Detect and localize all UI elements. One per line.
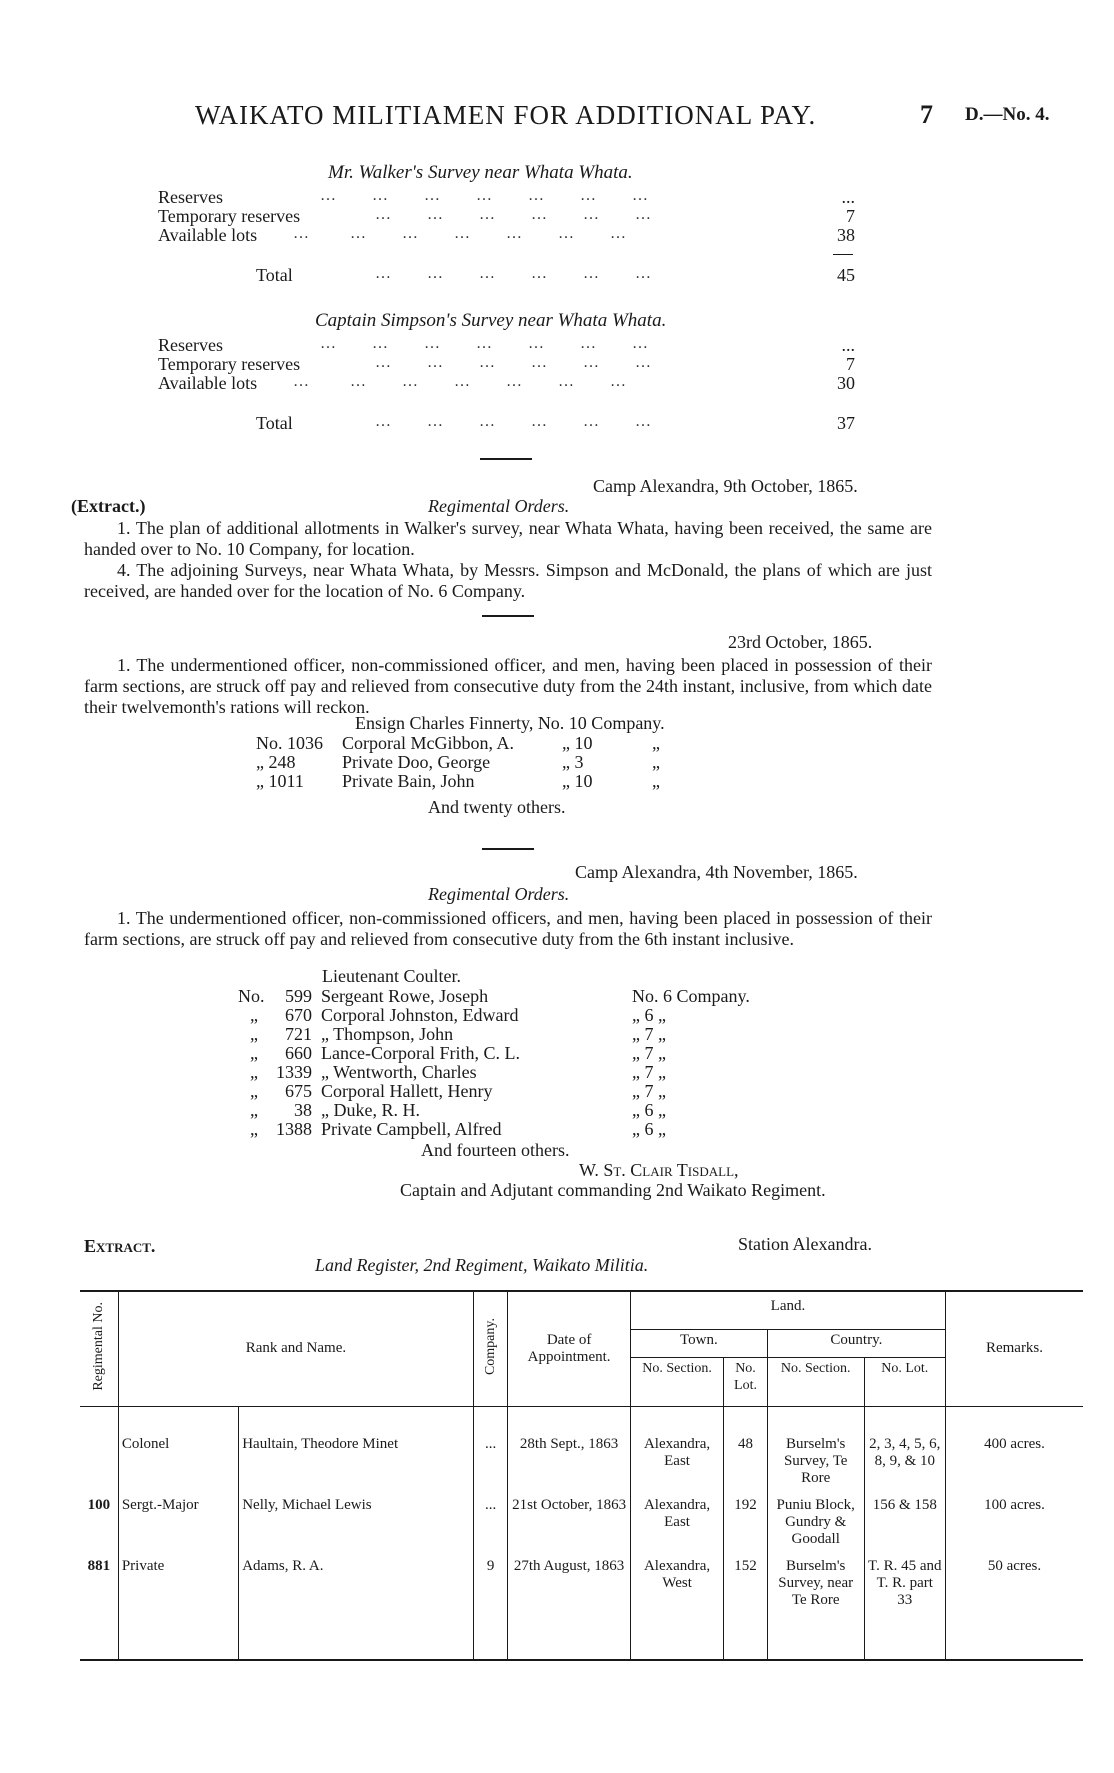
soldier-company: „ 10	[562, 771, 593, 791]
orders1-extract-label: (Extract.)	[71, 496, 146, 516]
orders2-others: And twenty others.	[428, 797, 566, 817]
simpson-row-label: Available lots	[158, 373, 258, 393]
leader-dots: … … … … … … …	[320, 187, 649, 204]
soldier-name: Sergeant Rowe, Joseph	[321, 986, 489, 1006]
walker-row-label: Available lots	[158, 225, 258, 245]
simpson-total-value: 37	[837, 413, 855, 433]
orders1-place-date: Camp Alexandra, 9th October, 1865.	[593, 476, 858, 496]
leader-dots: … … … … … … …	[320, 335, 649, 352]
walker-row-label: Temporary reserves	[158, 206, 301, 226]
cell-name: Adams, R. A.	[239, 1550, 474, 1660]
header-country-lot: No. Lot.	[864, 1357, 945, 1406]
ditto-mark: „	[250, 1005, 258, 1025]
cell-regimental-no: 881	[87, 1558, 111, 1575]
ditto-mark: „	[652, 771, 660, 791]
walker-total-value: 45	[837, 265, 855, 285]
table-row	[80, 1434, 1083, 1489]
cell-name: Nelly, Michael Lewis	[239, 1489, 474, 1550]
soldier-company: „ 10	[562, 733, 593, 753]
cell-town-lot: 48	[724, 1434, 768, 1489]
ditto-mark: „	[250, 1100, 258, 1120]
cell-country-section: Puniu Block, Gundry & Goodall	[767, 1489, 864, 1550]
soldier-name: Corporal McGibbon, A.	[342, 733, 514, 753]
header-country: Country.	[767, 1329, 945, 1357]
soldier-number: 599	[285, 986, 312, 1006]
soldier-name: Corporal Johnston, Edward	[321, 1005, 519, 1025]
orders2-officer: Ensign Charles Finnerty, No. 10 Company.	[355, 713, 665, 733]
ditto-mark: „	[250, 1119, 258, 1139]
page-number: 7	[920, 100, 933, 129]
walker-row-value: ...	[841, 187, 855, 207]
register-extract-label: Extract.	[84, 1236, 156, 1256]
cell-company: 9	[474, 1550, 508, 1660]
table-row	[80, 1489, 1083, 1550]
header-town: Town.	[630, 1329, 767, 1357]
header-land: Land.	[630, 1291, 945, 1329]
leader-dots: … … … … … …	[375, 265, 652, 282]
header-town-section: No. Section.	[630, 1357, 723, 1406]
simpson-row-label: Reserves	[158, 335, 223, 355]
simpson-row-value: ...	[841, 335, 855, 355]
orders1-title: Regimental Orders.	[428, 496, 570, 516]
soldier-name: Lance-Corporal Frith, C. L.	[321, 1043, 520, 1063]
simpson-row-value: 30	[837, 373, 855, 393]
orders3-paragraph-1: 1. The undermentioned officer, non-commissioned officers, and men, having been placed in possession of their farm sections, are struck off pay and relieved from consecutive duty from the 6th instant inclusive.	[84, 908, 932, 949]
cell-remarks: 100 acres.	[945, 1489, 1083, 1550]
soldier-number: No. 1036	[256, 733, 323, 753]
cell-date: 28th Sept., 1863	[508, 1434, 631, 1489]
cell-date: 21st October, 1863	[508, 1489, 631, 1550]
soldier-company: No. 6 Company.	[632, 986, 750, 1006]
walker-row-label: Reserves	[158, 187, 223, 207]
soldier-company: „ 7 „	[632, 1024, 666, 1044]
orders3-place-date: Camp Alexandra, 4th November, 1865.	[575, 862, 858, 882]
walker-row-value: 38	[837, 225, 855, 245]
cell-remarks: 400 acres.	[945, 1434, 1083, 1489]
simpson-row-value: 7	[846, 354, 855, 374]
soldier-number: 660	[285, 1043, 312, 1063]
soldier-number: 675	[285, 1081, 312, 1101]
cell-regimental-no	[80, 1434, 118, 1489]
header-regimental-no: Regimental No.	[91, 1302, 107, 1391]
ditto-mark: No.	[238, 986, 265, 1006]
cell-remarks: 50 acres.	[945, 1550, 1083, 1660]
document-reference: D.—No. 4.	[965, 104, 1050, 125]
soldier-name: Private Campbell, Alfred	[321, 1119, 502, 1139]
soldier-number: 670	[285, 1005, 312, 1025]
cell-town-lot: 152	[724, 1550, 768, 1660]
cell-company: ...	[474, 1489, 508, 1550]
ditto-mark: „	[652, 752, 660, 772]
signature-title: Captain and Adjutant commanding 2nd Waikato Regiment.	[400, 1180, 826, 1200]
soldier-company: „ 3	[562, 752, 584, 772]
section-divider	[482, 848, 534, 850]
orders1-paragraph-1: 1. The plan of additional allotments in Walker's survey, near Whata Whata, having been received, the same are handed over to No. 10 Company, for location.	[84, 518, 932, 559]
soldier-number: „ 248	[256, 752, 296, 772]
ditto-mark: „	[250, 1043, 258, 1063]
soldier-company: „ 7 „	[632, 1062, 666, 1082]
cell-town-lot: 192	[724, 1489, 768, 1550]
header-company: Company.	[474, 1291, 508, 1406]
soldier-company: „ 7 „	[632, 1043, 666, 1063]
soldier-name: Private Bain, John	[342, 771, 475, 791]
soldier-name: „ Thompson, John	[321, 1024, 454, 1044]
cell-town-section: Alexandra, East	[630, 1489, 723, 1550]
leader-dots: … … … … … … …	[293, 225, 627, 242]
soldier-company: „ 6 „	[632, 1005, 666, 1025]
cell-country-section: Burselm's Survey, near Te Rore	[767, 1550, 864, 1660]
section-divider	[480, 458, 532, 460]
cell-country-section: Burselm's Survey, Te Rore	[767, 1434, 864, 1489]
header-town-lot: No. Lot.	[724, 1357, 768, 1406]
orders2-date: 23rd October, 1865.	[728, 632, 873, 652]
simpson-survey-heading: Captain Simpson's Survey near Whata Whata.	[315, 310, 667, 331]
orders3-title: Regimental Orders.	[428, 884, 570, 904]
cell-name: Haultain, Theodore Minet	[239, 1434, 474, 1489]
soldier-number: „ 1011	[256, 771, 304, 791]
walker-survey-heading: Mr. Walker's Survey near Whata Whata.	[328, 162, 633, 183]
leader-dots: … … … … … …	[375, 354, 652, 371]
cell-country-lot: T. R. 45 and T. R. part 33	[864, 1550, 945, 1660]
soldier-company: „ 6 „	[632, 1119, 666, 1139]
cell-town-section: Alexandra, West	[630, 1550, 723, 1660]
leader-dots: … … … … … … …	[293, 373, 627, 390]
soldier-number: 1388	[276, 1119, 312, 1139]
register-station: Station Alexandra.	[738, 1234, 872, 1254]
header-rank-name: Rank and Name.	[118, 1291, 473, 1406]
page-title: WAIKATO MILITIAMEN FOR ADDITIONAL PAY.	[195, 100, 817, 130]
header-date: Date of Appointment.	[508, 1291, 631, 1406]
simpson-row-label: Temporary reserves	[158, 354, 301, 374]
signature-name: W. St. Clair Tisdall,	[579, 1160, 739, 1180]
cell-rank: Colonel	[118, 1434, 238, 1489]
register-title: Land Register, 2nd Regiment, Waikato Militia.	[315, 1255, 649, 1275]
ditto-mark: „	[250, 1062, 258, 1082]
land-register-table	[80, 1290, 1083, 1661]
header-remarks: Remarks.	[945, 1291, 1083, 1406]
orders3-officer: Lieutenant Coulter.	[322, 966, 461, 986]
header-country-section: No. Section.	[767, 1357, 864, 1406]
table-row	[80, 1550, 1083, 1660]
orders1-paragraph-2: 4. The adjoining Surveys, near Whata Whata, by Messrs. Simpson and McDonald, the plans of which are just received, are handed over for the location of No. 6 Company.	[84, 560, 932, 601]
orders3-others: And fourteen others.	[421, 1140, 570, 1160]
soldier-company: „ 7 „	[632, 1081, 666, 1101]
cell-company: ...	[474, 1434, 508, 1489]
cell-town-section: Alexandra, East	[630, 1434, 723, 1489]
soldier-name: Corporal Hallett, Henry	[321, 1081, 493, 1101]
sum-rule	[833, 254, 853, 255]
leader-dots: … … … … … …	[375, 206, 652, 223]
ditto-mark: „	[250, 1081, 258, 1101]
section-divider	[482, 615, 534, 617]
soldier-number: 721	[285, 1024, 312, 1044]
soldier-number: 1339	[276, 1062, 312, 1082]
ditto-mark: „	[250, 1024, 258, 1044]
simpson-total-label: Total	[256, 413, 293, 433]
cell-date: 27th August, 1863	[508, 1550, 631, 1660]
soldier-name: Private Doo, George	[342, 752, 491, 772]
soldier-name: „ Duke, R. H.	[321, 1100, 420, 1120]
orders2-paragraph-1: 1. The undermentioned officer, non-commissioned officer, and men, having been placed in possession of their farm sections, are struck off pay and relieved from consecutive duty from the 24th instant, inclusive, from which date their twelvemonth's rations will reckon.	[84, 655, 932, 717]
cell-country-lot: 156 & 158	[864, 1489, 945, 1550]
soldier-number: 38	[294, 1100, 312, 1120]
leader-dots: … … … … … …	[375, 413, 652, 430]
walker-row-value: 7	[846, 206, 855, 226]
cell-regimental-no: 100	[87, 1497, 111, 1514]
cell-country-lot: 2, 3, 4, 5, 6, 8, 9, & 10	[864, 1434, 945, 1489]
walker-total-label: Total	[256, 265, 293, 285]
soldier-name: „ Wentworth, Charles	[321, 1062, 477, 1082]
cell-rank: Private	[118, 1550, 238, 1660]
soldier-company: „ 6 „	[632, 1100, 666, 1120]
ditto-mark: „	[652, 733, 660, 753]
cell-rank: Sergt.-Major	[118, 1489, 238, 1550]
